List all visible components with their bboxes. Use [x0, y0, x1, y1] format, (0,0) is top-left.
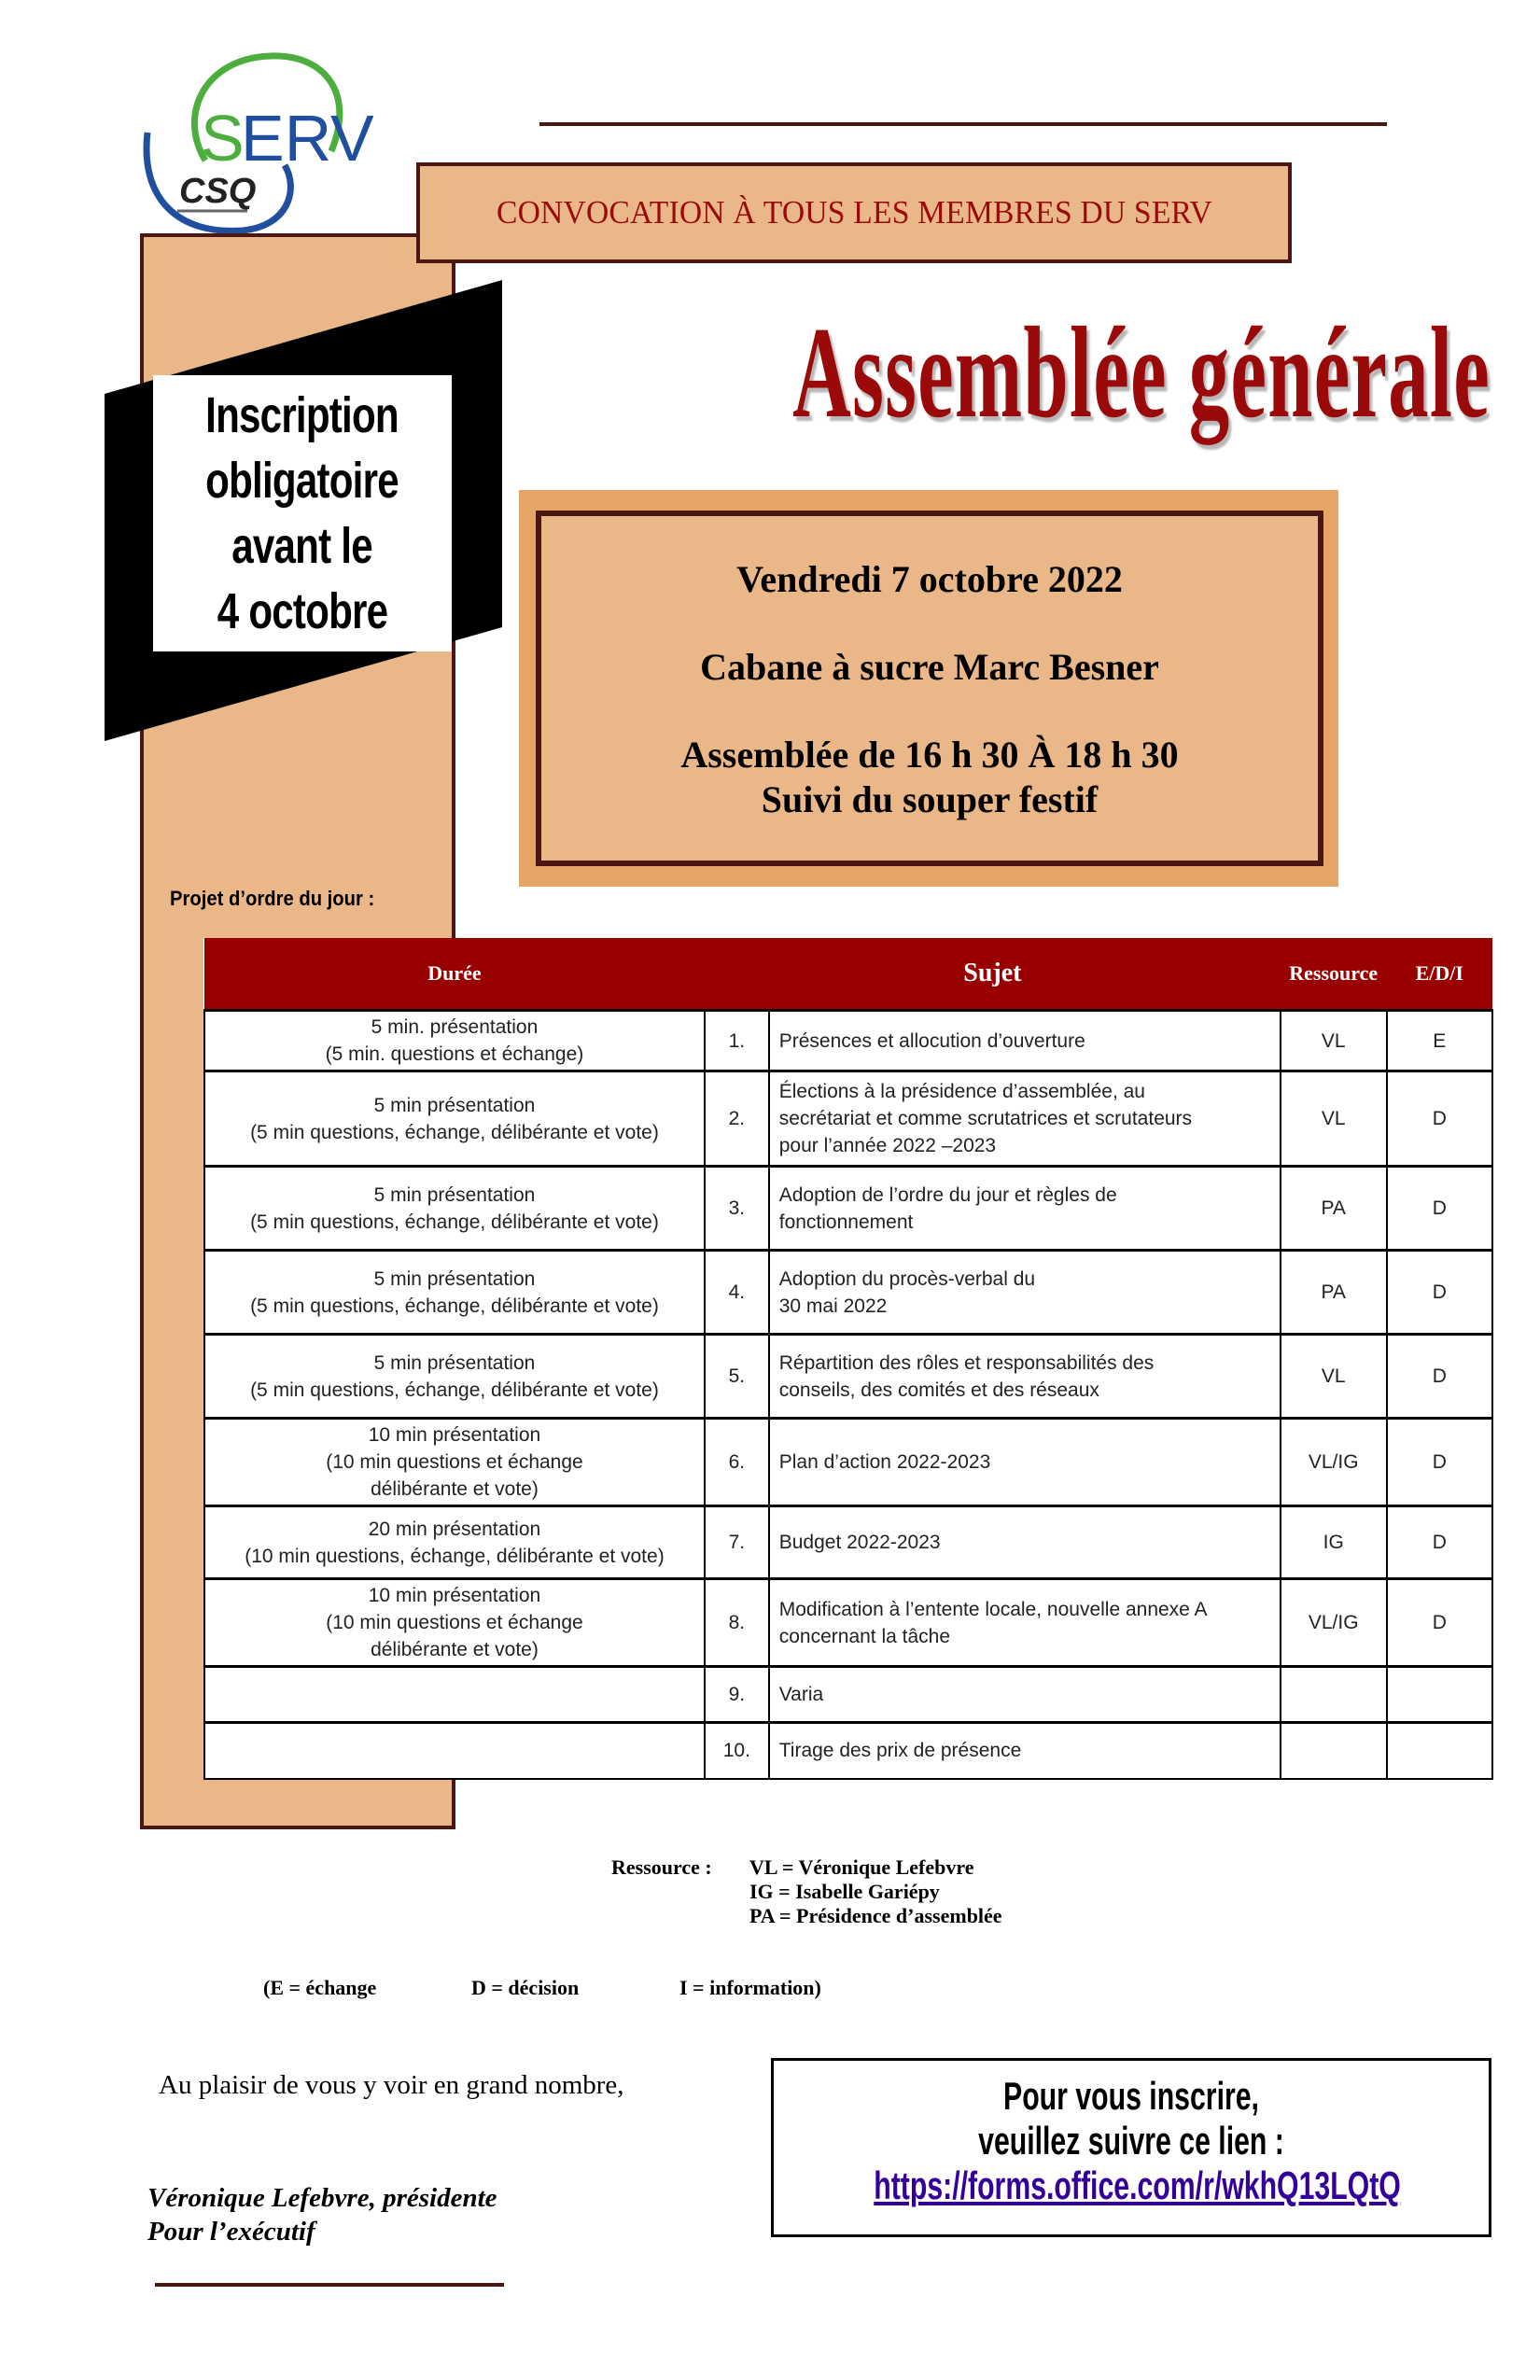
resource-legend-item: PA = Présidence d’assemblée — [749, 1904, 1002, 1927]
duration-line: 5 min présentation — [373, 1094, 536, 1116]
inscription-line: obligatoire — [205, 453, 399, 509]
duration-line: (5 min questions, échange, délibérante et vote) — [250, 1121, 659, 1143]
convocation-banner — [416, 162, 1292, 263]
subject-line: pour l’année 2022 –2023 — [778, 1135, 997, 1156]
event-info-box — [536, 511, 1323, 866]
subject-cell — [769, 1667, 1281, 1723]
registration-link[interactable]: https://forms.office.com/r/wkhQ13LQtQ — [874, 2163, 1401, 2207]
logo-graphic — [140, 49, 373, 235]
signature-role: Pour l’exécutif — [147, 2217, 315, 2247]
edi-legend — [263, 1976, 821, 2000]
subject-cell — [769, 1723, 1281, 1779]
resource-cell: IG — [1281, 1506, 1387, 1579]
logo-s: S — [201, 102, 245, 175]
subject-cell — [769, 1506, 1281, 1579]
agenda-row — [204, 1419, 1492, 1506]
subject-line: Varia — [778, 1684, 824, 1705]
title-text: Assemblée générale — [792, 301, 1491, 445]
duration-cell — [204, 1251, 705, 1335]
item-number: 10. — [705, 1723, 769, 1779]
convocation-text: CONVOCATION À TOUS LES MEMBRES DU SERV — [496, 194, 1212, 231]
header-duration: Durée — [204, 938, 705, 1011]
agenda-row — [204, 1723, 1492, 1779]
resource-cell: VL — [1281, 1011, 1387, 1071]
item-number: 5. — [705, 1335, 769, 1419]
edi-legend-item: D = décision — [471, 1976, 580, 1999]
item-number: 6. — [705, 1419, 769, 1506]
agenda-row — [204, 1335, 1492, 1419]
edi-cell: E — [1387, 1011, 1492, 1071]
edi-cell: D — [1387, 1335, 1492, 1419]
edi-cell: D — [1387, 1419, 1492, 1506]
agenda-row — [204, 1167, 1492, 1251]
resource-legend-item: VL = Véronique Lefebvre — [749, 1855, 974, 1879]
event-dinner: Suivi du souper festif — [761, 778, 1099, 820]
subject-line: fonctionnement — [778, 1211, 914, 1233]
inscription-notice — [153, 375, 452, 651]
duration-line: 10 min présentation — [368, 1424, 541, 1446]
edi-legend-item: (E = échange — [263, 1976, 377, 1999]
item-number: 3. — [705, 1167, 769, 1251]
resource-cell: PA — [1281, 1251, 1387, 1335]
resource-cell: VL — [1281, 1071, 1387, 1167]
subject-line: Adoption de l’ordre du jour et règles de — [778, 1183, 1117, 1206]
top-divider — [539, 122, 1387, 126]
subject-line: 30 mai 2022 — [778, 1295, 888, 1317]
subject-line: Répartition des rôles et responsabilités des — [778, 1351, 1155, 1374]
header-resource: Ressource — [1281, 938, 1387, 1011]
agenda-row — [204, 1506, 1492, 1579]
edi-legend-item: I = information) — [679, 1976, 821, 1999]
resource-cell: PA — [1281, 1167, 1387, 1251]
edi-cell: D — [1387, 1071, 1492, 1167]
header-edi: E/D/I — [1387, 938, 1492, 1011]
signature-name: Véronique Lefebvre, présidente — [147, 2183, 497, 2213]
agenda-row — [204, 1579, 1492, 1667]
agenda-body — [204, 1011, 1492, 1779]
agenda-row — [204, 1667, 1492, 1723]
logo-csq: CSQ — [179, 172, 257, 211]
subject-cell — [769, 1419, 1281, 1506]
inscription-line: Inscription — [205, 387, 399, 443]
bottom-divider — [155, 2283, 504, 2287]
item-number: 2. — [705, 1071, 769, 1167]
duration-line: (5 min. questions et échange) — [325, 1043, 584, 1065]
resource-cell: VL — [1281, 1335, 1387, 1419]
page-title — [579, 280, 1491, 467]
duration-line: (5 min questions, échange, délibérante et vote) — [250, 1379, 659, 1401]
resource-cell — [1281, 1667, 1387, 1723]
duration-line: 20 min présentation — [368, 1518, 541, 1540]
subject-line: concernant la tâche — [778, 1625, 951, 1647]
register-line-1: Pour vous inscrire, — [1003, 2074, 1259, 2118]
subject-line: Adoption du procès-verbal du — [778, 1267, 1036, 1290]
agenda-header-row — [204, 938, 1492, 1011]
resource-legend-item: IG = Isabelle Gariépy — [749, 1880, 940, 1903]
duration-cell — [204, 1667, 705, 1723]
inscription-line: 4 octobre — [217, 583, 388, 639]
duration-cell — [204, 1579, 705, 1667]
resource-cell — [1281, 1723, 1387, 1779]
duration-cell — [204, 1335, 705, 1419]
closing-greeting: Au plaisir de vous y voir en grand nombre, — [159, 2070, 624, 2100]
duration-cell — [204, 1723, 705, 1779]
agenda-row — [204, 1071, 1492, 1167]
item-number: 4. — [705, 1251, 769, 1335]
subject-cell — [769, 1071, 1281, 1167]
duration-line: (5 min questions, échange, délibérante et vote) — [250, 1295, 659, 1317]
duration-line: 10 min présentation — [368, 1585, 541, 1606]
duration-cell — [204, 1419, 705, 1506]
inscription-line: avant le — [231, 518, 373, 574]
agenda-label: Projet d’ordre du jour : — [170, 887, 375, 910]
agenda-table — [203, 938, 1493, 1780]
edi-cell — [1387, 1667, 1492, 1723]
subject-cell — [769, 1011, 1281, 1071]
duration-line: (5 min questions, échange, délibérante et vote) — [250, 1211, 659, 1233]
subject-cell — [769, 1251, 1281, 1335]
duration-cell — [204, 1506, 705, 1579]
item-number: 8. — [705, 1579, 769, 1667]
subject-line: Budget 2022-2023 — [778, 1532, 941, 1553]
duration-cell — [204, 1071, 705, 1167]
resource-cell: VL/IG — [1281, 1419, 1387, 1506]
header-subject: Sujet — [705, 938, 1281, 1011]
duration-line: délibérante et vote) — [371, 1639, 539, 1660]
resource-cell: VL/IG — [1281, 1579, 1387, 1667]
subject-cell — [769, 1335, 1281, 1419]
registration-box — [771, 2058, 1491, 2237]
signature — [147, 2181, 497, 2248]
duration-line: délibérante et vote) — [371, 1478, 539, 1500]
subject-line: Plan d’action 2022-2023 — [778, 1451, 991, 1473]
edi-cell: D — [1387, 1167, 1492, 1251]
resource-legend-label: Ressource : — [611, 1855, 712, 1879]
event-date: Vendredi 7 octobre 2022 — [736, 558, 1123, 600]
serv-csq-logo — [140, 49, 373, 235]
duration-line: 5 min présentation — [373, 1351, 536, 1374]
edi-cell — [1387, 1723, 1492, 1779]
duration-line: 5 min présentation — [373, 1267, 536, 1290]
event-place: Cabane à sucre Marc Besner — [700, 646, 1159, 688]
subject-line: conseils, des comités et des réseaux — [778, 1379, 1099, 1401]
edi-cell: D — [1387, 1251, 1492, 1335]
duration-line: (10 min questions et échange — [326, 1451, 583, 1473]
subject-cell — [769, 1167, 1281, 1251]
register-line-2: veuillez suivre ce lien : — [978, 2119, 1284, 2163]
subject-line: Modification à l’entente locale, nouvelle annexe A — [778, 1598, 1208, 1620]
subject-cell — [769, 1579, 1281, 1667]
agenda-row — [204, 1251, 1492, 1335]
edi-cell: D — [1387, 1506, 1492, 1579]
duration-cell — [204, 1167, 705, 1251]
event-hours: Assemblée de 16 h 30 À 18 h 30 — [680, 734, 1179, 776]
edi-cell: D — [1387, 1579, 1492, 1667]
item-number: 1. — [705, 1011, 769, 1071]
logo-erv: ERV — [241, 102, 373, 175]
duration-line: (10 min questions et échange — [326, 1612, 583, 1633]
subject-line: secrétariat et comme scrutatrices et scrutateurs — [778, 1108, 1193, 1129]
duration-cell — [204, 1011, 705, 1071]
subject-line: Présences et allocution d’ouverture — [778, 1029, 1085, 1052]
item-number: 7. — [705, 1506, 769, 1579]
subject-line: Tirage des prix de présence — [778, 1740, 1022, 1762]
item-number: 9. — [705, 1667, 769, 1723]
duration-line: (10 min questions, échange, délibérante et vote) — [245, 1545, 665, 1567]
duration-line: 5 min. présentation — [371, 1016, 539, 1038]
subject-line: Élections à la présidence d’assemblée, au — [778, 1081, 1145, 1102]
duration-line: 5 min présentation — [373, 1183, 536, 1206]
agenda-row — [204, 1011, 1492, 1071]
